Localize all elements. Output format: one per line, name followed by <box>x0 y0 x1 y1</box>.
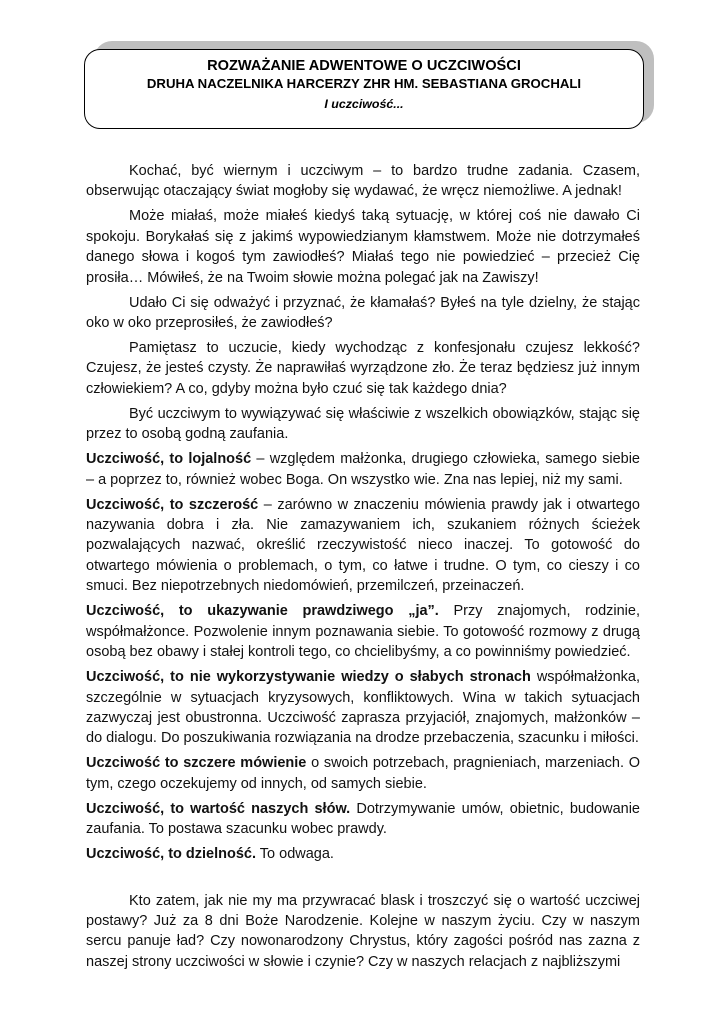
document-subtitle: DRUHA NACZELNIKA HARCERZY ZHR HM. SEBASTIANA GROCHALI <box>146 76 582 91</box>
paragraph <box>86 495 640 597</box>
paragraph-text: Być uczciwym to wywiązywać się właściwie z wszelkich obowiązków, stając się przez to osobą godną zaufania. <box>86 405 640 443</box>
paragraph <box>86 404 640 445</box>
paragraph-lead: Uczciwość, to ukazywanie prawdziwego „ja”. <box>86 603 439 620</box>
paragraph <box>86 161 640 202</box>
paragraph-lead: Uczciwość, to wartość naszych słów. <box>86 800 351 817</box>
paragraph-lead: Uczciwość, to nie wykorzystywanie wiedzy o słabych stronach <box>86 669 531 686</box>
paragraph-text: Kto zatem, jak nie my ma przywracać blask i troszczyć się o wartość uczciwej postawy? Już za 8 dni Boże Narodzenie. Kolejne w naszym życiu. Czy w naszym sercu panuje ład? Czy nowonarodzony Chrystus, który zagości pośród nas zazna z naszej strony uczciwości w słowie i czynie? Czy w naszych relacjach z najbliższymi <box>86 892 640 970</box>
paragraph-lead: Uczciwość to szczere mówienie <box>86 755 307 772</box>
paragraph-text: Pamiętasz to uczucie, kiedy wychodząc z konfesjonału czujesz lekkość? Czujesz, że jesteś czysty. Że naprawiłaś wyrządzone zło. Że teraz będziesz już innym człowiekiem? A co, gdyby można było czuć się tak każdego dnia? <box>86 340 640 397</box>
paragraph <box>86 844 640 864</box>
paragraph-text: – zarówno w znaczeniu mówienia prawdy jak i otwartego nazywania dobra i zła. Nie zamazywaniem ich, szukaniem różnych ścieżek pozwalających nazwać, określić rzeczywistość nieco inaczej. To gotowość do otwartego mówienia o problemach, o tym, co łatwe i trudne. O tym, co cieszy i co smuci. Bez niepotrzebnych niedomówień, przemilczeń, przeinaczeń. <box>86 496 640 595</box>
paragraph <box>86 799 640 840</box>
paragraph <box>86 293 640 334</box>
paragraph <box>86 667 640 749</box>
paragraph <box>86 449 640 490</box>
document-title: ROZWAŻANIE ADWENTOWE O UCZCIWOŚCI <box>207 58 521 74</box>
document-tagline: I uczciwość... <box>324 97 404 111</box>
paragraph <box>86 338 640 399</box>
paragraph-lead: Uczciwość, to dzielność. <box>86 846 257 863</box>
paragraph-text: współmałżonka, szczególnie w sytuacjach kryzysowych, konfliktowych. Wina w takich sytuacjach zazwyczaj jest obustronna. Uczciwość zaprasza przyjaciół, znajomych, małżonków – do dialogu. Do poszukiwania rozwiązania na drodze przebaczenia, szacunku i miłości. <box>86 669 640 747</box>
header-box <box>84 49 644 129</box>
paragraph <box>86 206 640 288</box>
paragraph-text: Udało Ci się odważyć i przyznać, że kłamałaś? Byłeś na tyle dzielny, że stając oko w oko przeprosiłeś, że zawiodłeś? <box>86 294 640 332</box>
paragraph-lead: Uczciwość, to szczerość <box>86 496 259 513</box>
document-body <box>86 161 640 977</box>
paragraph-text: o swoich potrzebach, pragnieniach, marzeniach. O tym, czego oczekujemy od innych, od samych siebie. <box>86 755 640 792</box>
paragraph-text: – względem małżonka, drugiego człowieka, samego siebie – a poprzez to, również wobec Boga. On wszystko wie. Zna nas lepiej, niż my sami. <box>86 451 641 488</box>
paragraph-lead: Uczciwość, to lojalność <box>86 451 252 468</box>
paragraph-text: To odwaga. <box>256 846 334 863</box>
paragraph <box>86 601 640 662</box>
paragraph-text: Przy znajomych, rodzinie, współmałżonce. Pozwolenie innym poznawania siebie. To gotowość rozmowy z drugą osobą bez obawy i stałej kontroli tego, co chcielibyśmy, a co powinniśmy powiedzieć. <box>86 603 640 661</box>
paragraph-text: Dotrzymywanie umów, obietnic, budowanie zaufania. To postawa szacunku wobec prawdy. <box>86 800 640 838</box>
paragraph <box>86 753 640 794</box>
paragraph-text: Kochać, być wiernym i uczciwym – to bardzo trudne zadania. Czasem, obserwując otaczający świat mogłoby się wydawać, że wręcz niemożliwe. A jednak! <box>86 163 640 200</box>
paragraph <box>86 891 640 973</box>
paragraph-text: Może miałaś, może miałeś kiedyś taką sytuację, w której coś nie dawało Ci spokoju. Borykałaś się z jakimś wypowiedzianym kłamstwem. Może nie dotrzymałeś danego słowa i kogoś tym zawiodłeś? Miałaś tego nie powiedzieć – przecież Cię prosiła… Mówiłeś, że na Twoim słowie można polegać jak na Zawiszy! <box>86 208 640 286</box>
